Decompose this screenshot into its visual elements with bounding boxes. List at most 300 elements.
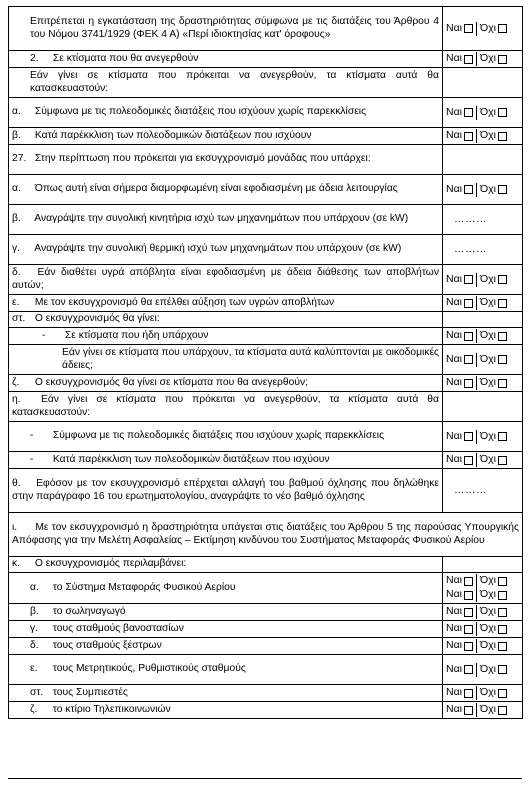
no-label: Όχι: [480, 272, 496, 285]
answer-cell[interactable]: [443, 655, 523, 685]
yes-option[interactable]: [446, 329, 473, 342]
question-label: το Σύστημα Μεταφοράς Φυσικού Αερίου: [52, 581, 236, 593]
answer-cell[interactable]: [443, 573, 523, 604]
choice-divider: [476, 52, 477, 66]
yes-option[interactable]: [446, 353, 473, 366]
choice-divider: [476, 296, 477, 310]
no-checkbox[interactable]: [498, 577, 507, 586]
yes-no-choice: [446, 453, 507, 467]
yes-option[interactable]: [446, 686, 473, 699]
no-option[interactable]: [480, 453, 507, 466]
yes-option[interactable]: [446, 663, 473, 676]
answer-cell: [443, 68, 523, 98]
no-label: Όχι: [480, 352, 496, 365]
form-row: [9, 452, 523, 469]
question-text: [12, 16, 439, 42]
no-checkbox[interactable]: [498, 55, 507, 64]
questionnaire-table: [8, 6, 523, 719]
answer-cell[interactable]: [443, 422, 523, 452]
question-label: Στην περίπτωση που πρόκειται για εκσυγχρονισμό μονάδας που υπάρχει:: [34, 153, 371, 165]
choice-divider: [476, 622, 477, 636]
answer-cell[interactable]: [443, 295, 523, 312]
yes-option[interactable]: [446, 296, 473, 309]
item-marker: β.: [30, 605, 39, 617]
question-text: [12, 183, 439, 196]
form-row: [9, 469, 523, 513]
question-cell: [9, 422, 443, 452]
item-marker: κ.: [12, 558, 21, 570]
no-option[interactable]: [480, 273, 507, 286]
yes-option[interactable]: [446, 376, 473, 389]
question-label: τους σταθμούς βανοστασίων: [52, 622, 184, 634]
question-label: Σύμφωνα με τις πολεοδομικές διατάξεις που ισχύουν χωρίς παρεκκλίσεις: [34, 106, 367, 118]
yes-checkbox[interactable]: [464, 55, 473, 64]
question-cell: [9, 557, 443, 573]
yes-checkbox[interactable]: [464, 689, 473, 698]
no-checkbox[interactable]: [498, 24, 507, 33]
item-marker: δ.: [12, 266, 21, 278]
question-text: [12, 394, 439, 420]
no-label: Όχι: [480, 662, 496, 675]
question-text: [12, 313, 439, 326]
no-option[interactable]: [480, 703, 507, 716]
form-row: [9, 557, 523, 573]
yes-label: Ναι: [446, 429, 462, 442]
yes-no-choice: [446, 273, 507, 287]
no-option[interactable]: [480, 129, 507, 142]
item-marker: 27.: [12, 153, 27, 165]
question-text: [12, 623, 439, 636]
form-row: [9, 295, 523, 312]
question-text: [12, 213, 439, 226]
yes-label: Ναι: [446, 605, 462, 618]
question-cell: [9, 98, 443, 128]
questionnaire-body: [9, 7, 523, 719]
question-label: Κατά παρέκκλιση των πολεοδομικών διατάξεων που ισχύουν: [34, 129, 312, 141]
no-checkbox[interactable]: [498, 185, 507, 194]
yes-label: Ναι: [446, 272, 462, 285]
choice-divider: [476, 663, 477, 677]
item-marker: ι.: [12, 521, 18, 533]
question-text: [12, 582, 439, 595]
yes-no-choice: [446, 376, 507, 390]
question-cell: [9, 604, 443, 621]
yes-checkbox[interactable]: [464, 665, 473, 674]
yes-checkbox[interactable]: [464, 24, 473, 33]
answer-cell[interactable]: [443, 702, 523, 719]
form-row: [9, 51, 523, 68]
question-label: Κατά παρέκκλιση των πολεοδομικών διατάξεων που ισχύουν: [52, 453, 330, 465]
yes-label: Ναι: [446, 376, 462, 389]
form-row: [9, 604, 523, 621]
form-row: [9, 205, 523, 235]
yes-label: Ναι: [446, 703, 462, 716]
question-cell: [9, 312, 443, 328]
no-option[interactable]: [480, 296, 507, 309]
yes-label: Ναι: [446, 21, 462, 34]
form-row: [9, 312, 523, 328]
form-row: [9, 655, 523, 685]
answer-cell: [443, 392, 523, 422]
question-label: Σε κτίσματα που θα ανεγερθούν: [52, 52, 199, 64]
question-label: Σύμφωνα με τις πολεοδομικές διατάξεις που ισχύουν χωρίς παρεκκλίσεις: [52, 430, 385, 442]
question-text: [12, 297, 439, 310]
item-marker: ε.: [30, 663, 38, 675]
yes-label: Ναι: [446, 686, 462, 699]
answer-cell[interactable]: [443, 235, 523, 265]
form-row: [9, 145, 523, 175]
choice-divider: [476, 588, 477, 602]
no-checkbox[interactable]: [498, 108, 507, 117]
choice-divider: [476, 22, 477, 36]
answer-cell[interactable]: [443, 345, 523, 375]
no-option[interactable]: [480, 663, 507, 676]
no-checkbox[interactable]: [498, 665, 507, 674]
choice-divider: [476, 574, 477, 588]
form-row: [9, 422, 523, 452]
no-option[interactable]: [480, 106, 507, 119]
choice-divider: [476, 430, 477, 444]
question-label: τους Μετρητικούς, Ρυθμιστικούς σταθμούς: [52, 663, 246, 675]
fill-in-blank[interactable]: ………: [454, 483, 487, 496]
yes-option[interactable]: [446, 453, 473, 466]
no-option[interactable]: [480, 686, 507, 699]
question-text: [12, 243, 439, 256]
no-checkbox[interactable]: [498, 132, 507, 141]
no-checkbox[interactable]: [498, 689, 507, 698]
question-cell: [9, 392, 443, 422]
form-row: [9, 513, 523, 557]
yes-checkbox[interactable]: [464, 299, 473, 308]
answer-cell: [443, 145, 523, 175]
question-text: [12, 478, 439, 504]
yes-option[interactable]: [446, 639, 473, 652]
question-cell: [9, 638, 443, 655]
choice-divider: [476, 329, 477, 343]
answer-cell[interactable]: [443, 328, 523, 345]
answer-cell[interactable]: [443, 685, 523, 702]
form-row: [9, 392, 523, 422]
item-marker: β.: [12, 129, 21, 141]
no-label: Όχι: [480, 21, 496, 34]
no-checkbox[interactable]: [498, 456, 507, 465]
form-row: [9, 128, 523, 145]
choice-divider: [476, 703, 477, 717]
yes-option[interactable]: [446, 52, 473, 65]
yes-option[interactable]: [446, 22, 473, 35]
yes-checkbox[interactable]: [464, 577, 473, 586]
item-marker: α.: [12, 183, 21, 195]
yes-label: Ναι: [446, 622, 462, 635]
answer-cell[interactable]: [443, 375, 523, 392]
form-row: [9, 638, 523, 655]
yes-label: Ναι: [446, 105, 462, 118]
no-label: Όχι: [480, 329, 496, 342]
question-cell: [9, 452, 443, 469]
question-cell: [9, 702, 443, 719]
yes-no-choice: [446, 353, 507, 367]
question-cell: [9, 295, 443, 312]
yes-no-choice: [446, 22, 507, 36]
answer-cell: [443, 557, 523, 573]
question-label: Με τον εκσυγχρονισμό η δραστηριότητα υπάγεται στις διατάξεις του Άρθρου 5 της παρούσας Υπουργικής Απόφασης για την Μελέτη Ασφαλείας – Εκτίμηση κινδύνου του Συστήματος Μεταφοράς Φυσικού Αερίου: [12, 521, 519, 546]
yes-option[interactable]: [446, 106, 473, 119]
no-label: Όχι: [480, 605, 496, 618]
bottom-rule: [8, 778, 522, 779]
question-label: Εάν γίνει σε κτίσματα που πρόκειται να ανεγερθούν, τα κτίσματα αυτά θα κατασκευαστούν:: [30, 69, 439, 94]
question-text: [12, 70, 439, 96]
form-row: [9, 328, 523, 345]
form-row: [9, 685, 523, 702]
question-label: Αναγράψτε την συνολική θερμική ισχύ των μηχανημάτων που υπάρχουν (σε kW): [34, 243, 402, 255]
question-label: Εάν γίνει σε κτίσματα που πρόκειται να ανεγερθούν, τα κτίσματα αυτά θα κατασκευαστούν:: [12, 393, 439, 418]
no-option[interactable]: [480, 183, 507, 196]
question-cell: [9, 128, 443, 145]
form-row: [9, 98, 523, 128]
choice-divider: [476, 453, 477, 467]
question-text: [12, 267, 439, 293]
choice-divider: [476, 129, 477, 143]
yes-option[interactable]: [446, 588, 473, 601]
answer-cell[interactable]: [443, 265, 523, 295]
yes-label: Ναι: [446, 639, 462, 652]
yes-no-choice: [446, 639, 507, 653]
no-option[interactable]: [480, 430, 507, 443]
no-checkbox[interactable]: [498, 591, 507, 600]
yes-checkbox[interactable]: [464, 706, 473, 715]
answer-cell[interactable]: [443, 175, 523, 205]
yes-label: Ναι: [446, 588, 462, 601]
yes-option[interactable]: [446, 605, 473, 618]
answer-cell[interactable]: [443, 452, 523, 469]
answer-cell[interactable]: [443, 621, 523, 638]
yes-checkbox[interactable]: [464, 332, 473, 341]
question-label: το σωληναγωγό: [52, 605, 126, 617]
item-marker: α.: [12, 106, 21, 118]
answer-cell[interactable]: [443, 604, 523, 621]
form-row: [9, 265, 523, 295]
question-label: Με τον εκσυγχρονισμό θα επέλθει αύξηση των υγρών αποβλήτων: [34, 296, 335, 308]
question-label: Ο εκσυγχρονισμός θα γίνει:: [34, 313, 160, 325]
no-checkbox[interactable]: [498, 432, 507, 441]
yes-option[interactable]: [446, 129, 473, 142]
no-label: Όχι: [480, 686, 496, 699]
question-label: Όπως αυτή είναι σήμερα διαμορφωμένη είναι εφοδιασμένη με άδεια λειτουργίας: [34, 183, 398, 195]
no-checkbox[interactable]: [498, 706, 507, 715]
question-cell: [9, 51, 443, 68]
question-cell: [9, 145, 443, 175]
yes-option[interactable]: [446, 430, 473, 443]
no-option[interactable]: [480, 622, 507, 635]
no-checkbox[interactable]: [498, 299, 507, 308]
no-option[interactable]: [480, 639, 507, 652]
question-cell: [9, 469, 443, 513]
yes-label: Ναι: [446, 296, 462, 309]
yes-no-choice: [446, 588, 507, 602]
choice-divider: [476, 353, 477, 367]
item-marker: θ.: [12, 477, 21, 489]
question-text: [12, 687, 439, 700]
yes-checkbox[interactable]: [464, 132, 473, 141]
yes-checkbox[interactable]: [464, 108, 473, 117]
yes-checkbox[interactable]: [464, 275, 473, 284]
no-label: Όχι: [480, 52, 496, 65]
item-marker: β.: [12, 213, 21, 225]
question-cell: [9, 175, 443, 205]
question-text: [12, 522, 519, 548]
yes-option[interactable]: [446, 183, 473, 196]
no-option[interactable]: [480, 376, 507, 389]
choice-divider: [476, 106, 477, 120]
item-marker: ζ.: [12, 376, 20, 388]
no-label: Όχι: [480, 182, 496, 195]
yes-no-choice: [446, 183, 507, 197]
answer-cell[interactable]: [443, 205, 523, 235]
no-checkbox[interactable]: [498, 332, 507, 341]
question-text: [12, 606, 439, 619]
answer-cell[interactable]: [443, 7, 523, 51]
no-checkbox[interactable]: [498, 275, 507, 284]
question-text: [12, 53, 439, 66]
yes-no-choice: [446, 703, 507, 717]
yes-label: Ναι: [446, 182, 462, 195]
yes-no-choice: [446, 622, 507, 636]
question-text: [12, 454, 439, 467]
question-text: [12, 153, 439, 166]
no-option[interactable]: [480, 353, 507, 366]
item-marker: στ.: [30, 686, 44, 698]
yes-no-choice: [446, 329, 507, 343]
fill-in-blank[interactable]: ………: [454, 242, 487, 255]
yes-no-choice: [446, 686, 507, 700]
yes-no-choice: [446, 106, 507, 120]
form-row: [9, 68, 523, 98]
item-marker: α.: [30, 581, 39, 593]
question-label: τους Συμπιεστές: [52, 686, 128, 698]
item-marker: -: [42, 329, 46, 341]
form-row: [9, 175, 523, 205]
question-label: Σε κτίσματα που ήδη υπάρχουν: [64, 329, 209, 341]
form-row: [9, 702, 523, 719]
fill-in-blank[interactable]: ………: [454, 212, 487, 225]
yes-option[interactable]: [446, 703, 473, 716]
question-text: [12, 130, 439, 143]
no-option[interactable]: [480, 52, 507, 65]
item-marker: η.: [12, 393, 21, 405]
yes-option[interactable]: [446, 574, 473, 587]
form-row: [9, 621, 523, 638]
answer-cell[interactable]: [443, 638, 523, 655]
yes-checkbox[interactable]: [464, 625, 473, 634]
question-label: Αναγράψτε την συνολική κινητήρια ισχύ των μηχανημάτων που υπάρχουν (σε kW): [34, 213, 409, 225]
answer-cell[interactable]: [443, 128, 523, 145]
item-marker: γ.: [12, 243, 21, 255]
no-label: Όχι: [480, 129, 496, 142]
question-label: Εάν διαθέτει υγρά απόβλητα είναι εφοδιασμένη με άδεια διάθεσης των αποβλήτων αυτών;: [12, 266, 439, 291]
item-marker: -: [30, 453, 34, 465]
question-text: [12, 106, 439, 119]
no-option[interactable]: [480, 22, 507, 35]
item-marker: στ.: [12, 313, 26, 325]
question-text: [12, 330, 439, 343]
question-label: Εφόσον με τον εκσυγχρονισμό επέρχεται αλλαγή του βαθμού όχλησης που δηλώθηκε στην παράγραφο 16 του ερωτηματολογίου, αναγράψτε το νέο βαθμό όχλησης: [12, 477, 439, 502]
yes-checkbox[interactable]: [464, 608, 473, 617]
no-checkbox[interactable]: [498, 355, 507, 364]
question-cell: [9, 68, 443, 98]
question-cell: [9, 573, 443, 604]
item-marker: ζ.: [30, 703, 38, 715]
yes-option[interactable]: [446, 622, 473, 635]
yes-no-choice: [446, 129, 507, 143]
yes-checkbox[interactable]: [464, 432, 473, 441]
yes-label: Ναι: [446, 453, 462, 466]
yes-no-choice: [446, 663, 507, 677]
no-checkbox[interactable]: [498, 642, 507, 651]
no-option[interactable]: [480, 605, 507, 618]
question-label: Ο εκσυγχρονισμός θα γίνει σε κτίσματα που θα ανεγερθούν;: [34, 376, 309, 388]
no-checkbox[interactable]: [498, 625, 507, 634]
yes-checkbox[interactable]: [464, 379, 473, 388]
question-text: [12, 704, 439, 717]
yes-checkbox[interactable]: [464, 456, 473, 465]
no-option[interactable]: [480, 588, 507, 601]
question-label: Εάν γίνει σε κτίσματα που υπάρχουν, τα κτίσματα αυτά καλύπτονται με οικοδομικές άδειες;: [62, 346, 439, 371]
no-label: Όχι: [480, 376, 496, 389]
no-label: Όχι: [480, 703, 496, 716]
question-text: [12, 558, 439, 571]
form-row: [9, 345, 523, 375]
question-cell: [9, 235, 443, 265]
answer-cell[interactable]: [443, 469, 523, 513]
no-checkbox[interactable]: [498, 379, 507, 388]
no-label: Όχι: [480, 639, 496, 652]
yes-no-choice: [446, 296, 507, 310]
yes-label: Ναι: [446, 352, 462, 365]
question-cell: [9, 685, 443, 702]
no-option[interactable]: [480, 329, 507, 342]
no-label: Όχι: [480, 622, 496, 635]
answer-cell[interactable]: [443, 51, 523, 68]
yes-checkbox[interactable]: [464, 642, 473, 651]
yes-label: Ναι: [446, 52, 462, 65]
item-marker: -: [30, 430, 34, 442]
yes-checkbox[interactable]: [464, 185, 473, 194]
no-label: Όχι: [480, 574, 496, 587]
choice-divider: [476, 376, 477, 390]
yes-label: Ναι: [446, 574, 462, 587]
answer-cell[interactable]: [443, 98, 523, 128]
yes-checkbox[interactable]: [464, 591, 473, 600]
question-cell: [9, 205, 443, 235]
yes-checkbox[interactable]: [464, 355, 473, 364]
choice-divider: [476, 605, 477, 619]
no-label: Όχι: [480, 296, 496, 309]
no-checkbox[interactable]: [498, 608, 507, 617]
question-cell: [9, 328, 443, 345]
question-label: το κτίριο Τηλεπικοινωνιών: [52, 703, 171, 715]
question-cell: [9, 7, 443, 51]
question-label: Επιτρέπεται η εγκατάσταση της δραστηριότητας σύμφωνα με τις διατάξεις του Άρθρου 4 του Νόμου 3741/1929 (ΦΕΚ 4 Α) «Περί ιδιοκτησίας κατ' όροφους»: [30, 15, 439, 40]
yes-option[interactable]: [446, 273, 473, 286]
no-label: Όχι: [480, 105, 496, 118]
question-text: [12, 430, 439, 443]
item-marker: δ.: [30, 639, 39, 651]
question-cell: [9, 513, 523, 557]
form-row: [9, 235, 523, 265]
yes-no-choice: [446, 574, 507, 588]
no-option[interactable]: [480, 574, 507, 587]
question-cell: [9, 265, 443, 295]
